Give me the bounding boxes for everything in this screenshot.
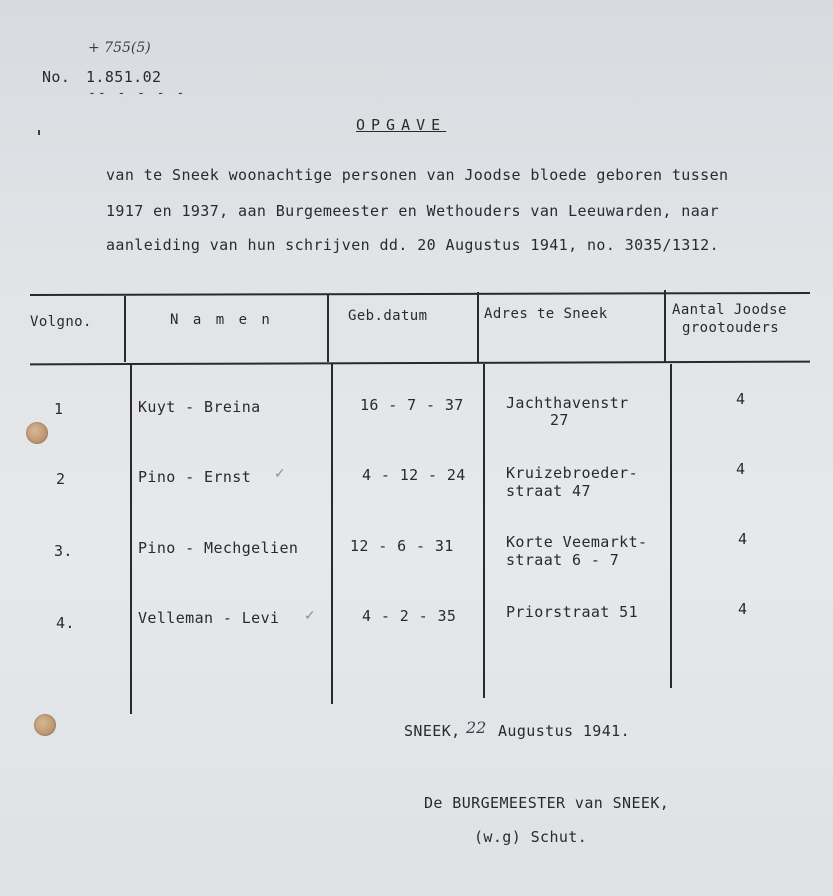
- col-divider-3-head: [477, 292, 479, 362]
- col-divider-4-head: [664, 290, 666, 362]
- document-title: OPGAVE: [356, 116, 447, 134]
- punch-hole-bottom: [34, 714, 56, 736]
- row2-datum: 4 - 12 - 24: [362, 466, 466, 484]
- row1-aantal: 4: [736, 390, 746, 408]
- row2-volgno: 2: [56, 470, 66, 488]
- col-header-aantal: Aantal Joodse: [672, 302, 787, 318]
- row3-volgno: 3.: [54, 542, 73, 560]
- footer-date: Augustus 1941.: [498, 722, 631, 740]
- footer-place: SNEEK,: [404, 722, 461, 740]
- row4-check-icon: ✓: [304, 608, 316, 624]
- col-divider-1: [130, 364, 132, 714]
- col-divider-1-head: [124, 296, 126, 362]
- row2-check-icon: ✓: [274, 466, 286, 482]
- footer-day-handwritten: 22: [466, 718, 487, 737]
- row2-aantal: 4: [736, 460, 746, 478]
- col-header-grootouders: grootouders: [682, 320, 780, 336]
- row3-datum: 12 - 6 - 31: [350, 537, 454, 555]
- row3-adres2: straat 6 - 7: [506, 551, 620, 569]
- col-header-namen: N a m e n: [170, 312, 273, 328]
- row2-adres2: straat 47: [506, 482, 591, 500]
- row1-volgno: 1: [54, 400, 64, 418]
- row4-volgno: 4.: [56, 614, 75, 632]
- col-header-volgno: Volgno.: [30, 314, 92, 330]
- document-number-prefix: No.: [42, 68, 71, 86]
- row2-adres1: Kruizebroeder-: [506, 464, 639, 482]
- col-header-gebdatum: Geb.datum: [348, 308, 428, 324]
- col-divider-2: [331, 364, 333, 704]
- row4-naam: Velleman - Levi: [138, 609, 280, 627]
- intro-line-1: van te Sneek woonachtige personen van Joodse bloede geboren tussen: [106, 166, 729, 184]
- col-header-adres: Adres te Sneek: [484, 306, 608, 322]
- row4-adres1: Priorstraat 51: [506, 603, 639, 621]
- row3-adres1: Korte Veemarkt-: [506, 533, 648, 551]
- document-number: 1.851.02: [86, 68, 162, 86]
- col-divider-2-head: [327, 294, 329, 362]
- footer-signatory: De BURGEMEESTER van SNEEK,: [424, 794, 670, 812]
- stray-mark: [38, 130, 40, 135]
- col-divider-3: [483, 364, 485, 698]
- intro-line-3: aanleiding van hun schrijven dd. 20 Augustus 1941, no. 3035/1312.: [106, 236, 719, 254]
- table-top-rule: [30, 292, 810, 296]
- col-divider-4: [670, 364, 672, 688]
- intro-line-2: 1917 en 1937, aan Burgemeester en Wethouders van Leeuwarden, naar: [106, 202, 719, 220]
- punch-hole-top: [26, 422, 48, 444]
- table-header-rule: [30, 361, 810, 366]
- row4-aantal: 4: [738, 600, 748, 618]
- row1-adres1: Jachthavenstr: [506, 394, 629, 412]
- row4-datum: 4 - 2 - 35: [362, 607, 457, 625]
- row1-datum: 16 - 7 - 37: [360, 396, 464, 414]
- handwritten-annotation: + 755(5): [88, 40, 151, 56]
- number-underline: -- - - - -: [88, 86, 187, 101]
- row2-naam: Pino - Ernst: [138, 468, 252, 486]
- row3-naam: Pino - Mechgelien: [138, 539, 299, 557]
- footer-signature: (w.g) Schut.: [474, 828, 588, 846]
- row3-aantal: 4: [738, 530, 748, 548]
- row1-naam: Kuyt - Breina: [138, 398, 261, 416]
- row1-adres2: 27: [550, 411, 569, 429]
